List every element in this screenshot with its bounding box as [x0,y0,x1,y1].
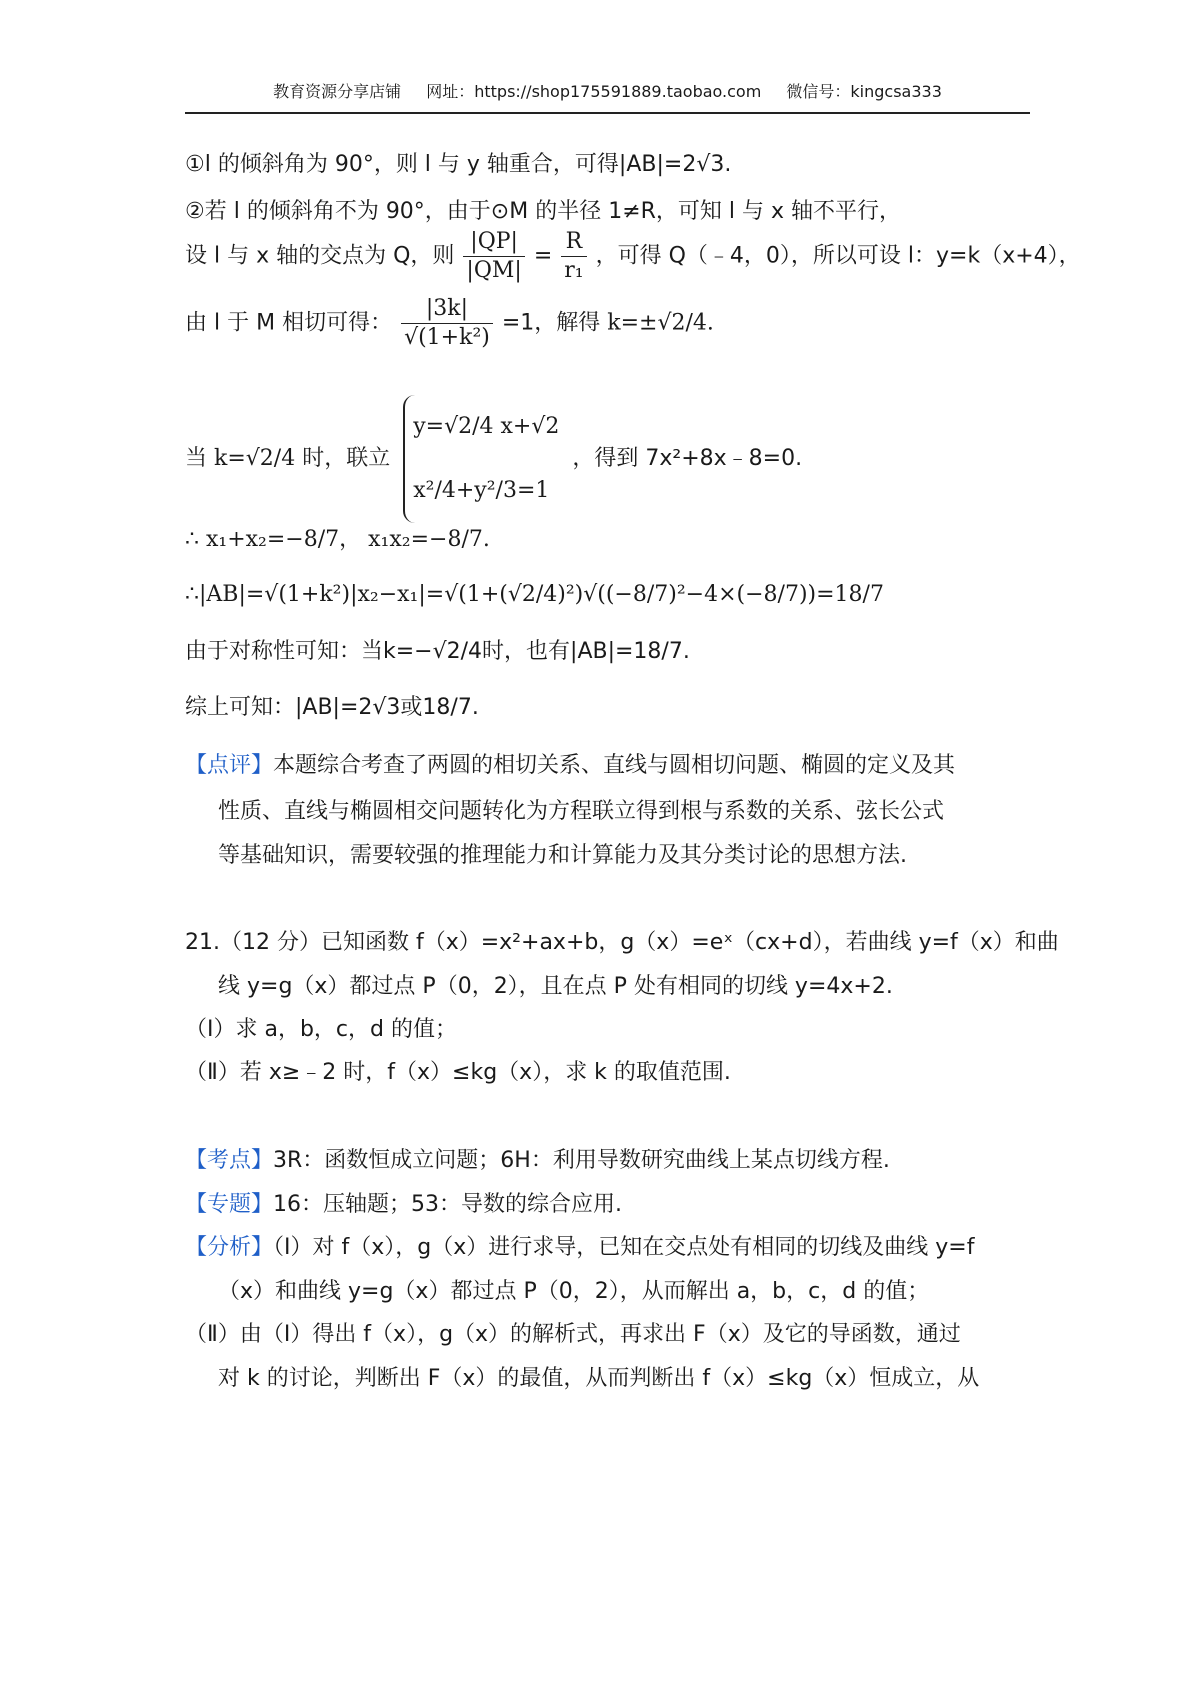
solution-line-8: 由于对称性可知：当k=−√2/4时，也有|AB|=18/7. [185,639,690,664]
tangent-denominator: √(1+k²) [404,325,490,350]
line4-text-b: =1，解得 [501,310,601,336]
comment-line-3: 等基础知识，需要较强的推理能力和计算能力及其分类讨论的思想方法. [218,843,907,868]
question-21-part-2: （Ⅱ）若 x≥﹣2 时，f（x）≤kg（x），求 k 的取值范围. [185,1060,731,1085]
equation-system [403,395,559,523]
topic-text: 16：压轴题；53：导数的综合应用. [273,1192,622,1217]
solution-line-6: ∴ x₁+x₂=−8/7， x₁x₂=−8/7. [185,527,490,552]
topic-tag: 【专题】 [185,1192,274,1217]
line3-equals: = [533,243,553,269]
analysis-text-1: （Ⅰ）对 f（x），g（x）进行求导，已知在交点处有相同的切线及曲线 y=f [273,1235,975,1260]
ratio-r-r1 [561,228,586,285]
shop-name: 教育资源分享店铺 [273,82,402,101]
k-value: k=√2/4 [214,446,296,471]
solution-line-5 [185,395,802,523]
question-21-line-1: 21.（12 分）已知函数 f（x）=x²+ax+b，g（x）=eˣ（cx+d），若曲线 y=f（x）和曲 [185,930,1059,955]
comment-line-1 [185,751,955,781]
page-header [185,78,1030,114]
analysis-line-3: （Ⅱ）由（I）得出 f（x），g（x）的解析式，再求出 F（x）及它的导函数，通过 [185,1322,961,1347]
ratio-numerator: |QP| [463,228,524,257]
system-line-equation: y=√2/4 x+√2 [413,414,560,439]
line5-text-a: 当 [185,446,208,471]
analysis-tag: 【分析】 [185,1235,274,1260]
tangent-distance-fraction [401,295,493,352]
k-solution: k=±√2/4. [607,310,714,336]
ratio-qp-qm [463,228,524,285]
ratio-r-numerator: R [561,228,586,257]
ratio-denominator: |QM| [466,258,522,283]
line3-text-a: 设 l 与 x 轴的交点为 Q，则 [185,243,455,269]
knowledge-point-text: 3R：函数恒成立问题；6H：利用导数研究曲线上某点切线方程. [273,1148,890,1173]
comment-text-1: 本题综合考查了两圆的相切关系、直线与圆相切问题、椭圆的定义及其 [273,753,956,778]
line4-text-a: 由 l 于 M 相切可得： [185,310,393,336]
line5-text-c: ，得到 7x²+8x﹣8=0. [572,446,803,471]
solution-line-1: ①l 的倾斜角为 90°，则 l 与 y 轴重合，可得|AB|=2√3. [185,152,732,177]
analysis-line-1 [185,1233,974,1263]
question-21-part-1: （Ⅰ）求 a，b，c，d 的值； [185,1017,457,1042]
wechat-id: 微信号：kingcsa333 [786,82,942,101]
topic-line [185,1190,622,1220]
solution-line-7: ∴|AB|=√(1+k²)|x₂−x₁|=√(1+(√2/4)²)√((−8/7)²−4×(−8/7))=18/7 [185,582,884,607]
comment-tag: 【点评】 [185,753,274,778]
solution-line-2: ②若 l 的倾斜角不为 90°，由于⊙M 的半径 1≠R，可知 l 与 x 轴不平行， [185,199,902,224]
knowledge-point-line [185,1146,890,1176]
knowledge-point-tag: 【考点】 [185,1148,274,1173]
analysis-line-4: 对 k 的讨论，判断出 F（x）的最值，从而判断出 f（x）≤kg（x）恒成立，从 [218,1366,980,1391]
shop-url: 网址：https://shop175591889.taobao.com [426,82,762,101]
solution-line-9: 综上可知：|AB|=2√3或18/7. [185,695,479,720]
analysis-line-2: （x）和曲线 y=g（x）都过点 P（0，2），从而解出 a，b，c，d 的值； [218,1279,930,1304]
tangent-numerator: |3k| [401,295,493,324]
solution-line-3 [185,228,1081,285]
line3-text-b: ，可得 Q（﹣4，0），所以可设 l：y=k（x+4）， [595,243,1081,269]
solution-line-4 [185,295,714,352]
comment-line-2: 性质、直线与椭圆相交问题转化为方程联立得到根与系数的关系、弦长公式 [218,799,945,824]
ratio-r-denominator: r₁ [564,258,584,283]
system-ellipse-equation: x²/4+y²/3=1 [413,478,550,503]
question-21-line-2: 线 y=g（x）都过点 P（0，2），且在点 P 处有相同的切线 y=4x+2. [218,974,893,999]
line5-text-b: 时，联立 [302,446,391,471]
